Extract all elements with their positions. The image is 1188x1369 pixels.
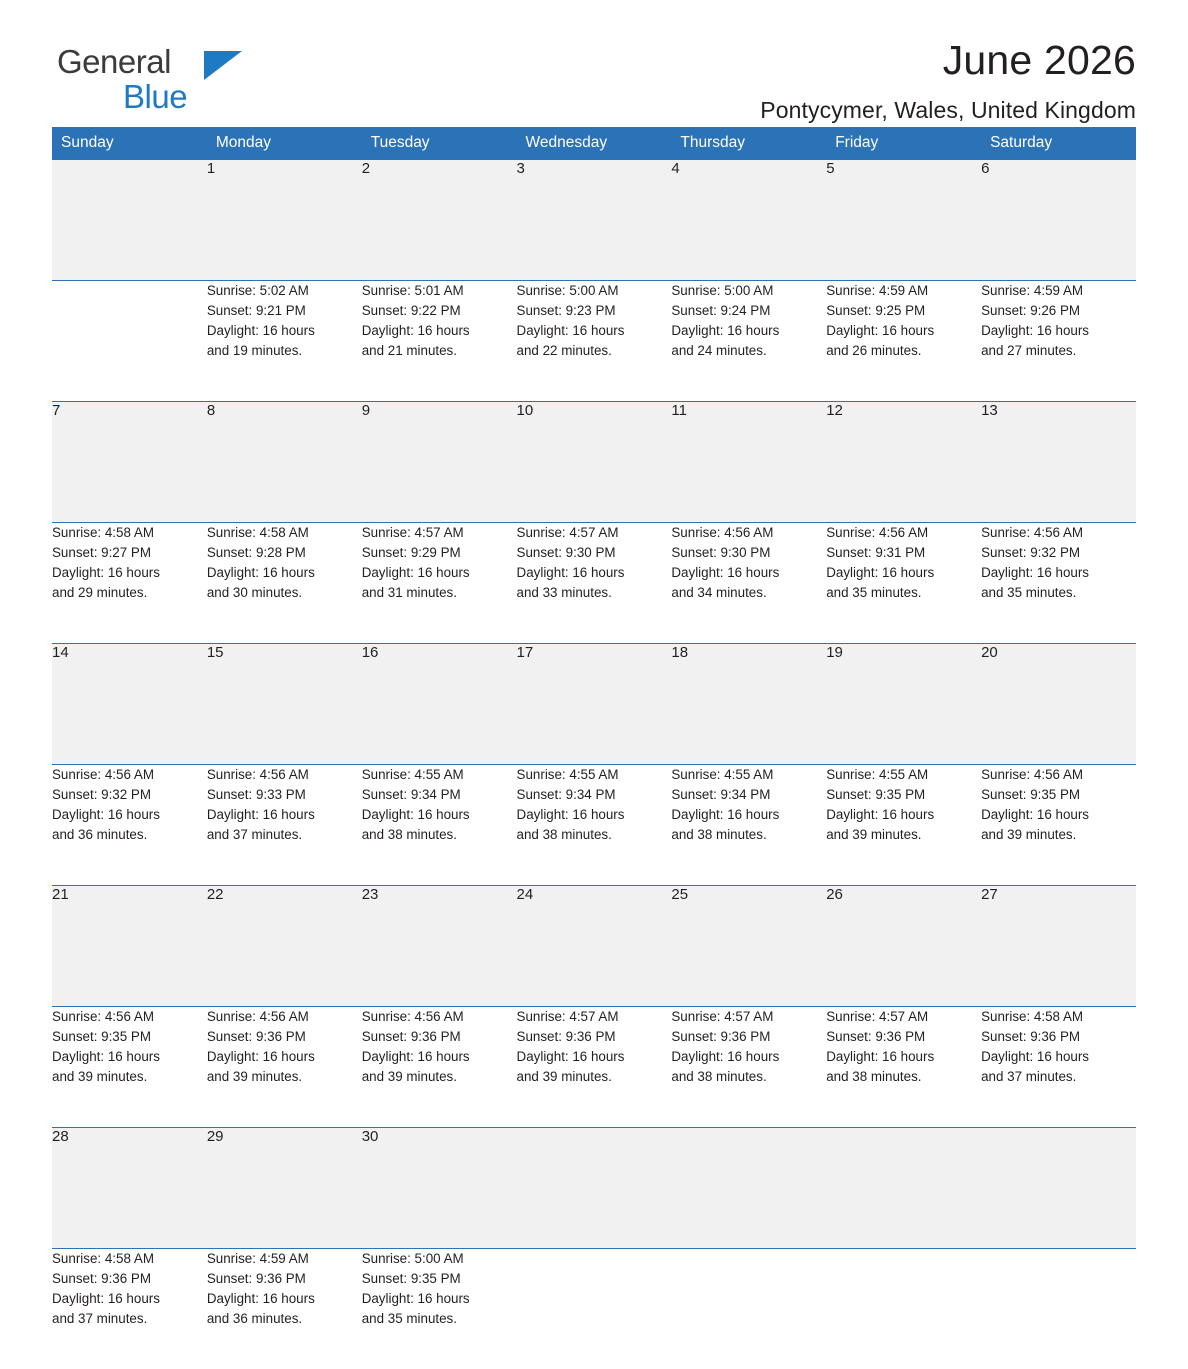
day-details — [362, 1249, 517, 1369]
day-details — [981, 765, 1136, 886]
day-detail-line: Sunrise: 4:56 AM — [207, 765, 362, 785]
day-detail-line: Sunset: 9:36 PM — [207, 1027, 362, 1047]
day-number[interactable]: 25 — [671, 886, 826, 1007]
day-details — [671, 281, 826, 402]
title-block — [760, 38, 1136, 124]
day-detail-line: Sunset: 9:23 PM — [517, 301, 672, 321]
day-detail-line: Sunset: 9:35 PM — [826, 785, 981, 805]
week-detail-row — [52, 1007, 1136, 1128]
day-detail-line: and 39 minutes. — [52, 1067, 207, 1087]
day-number[interactable]: 2 — [362, 160, 517, 281]
day-detail-line: Daylight: 16 hours — [826, 805, 981, 825]
day-details — [52, 523, 207, 644]
day-details — [826, 523, 981, 644]
day-detail-line: Sunset: 9:31 PM — [826, 543, 981, 563]
day-detail-line: Daylight: 16 hours — [362, 1289, 517, 1309]
day-detail-line: Daylight: 16 hours — [517, 563, 672, 583]
day-detail-line: Daylight: 16 hours — [981, 563, 1136, 583]
week-daynumber-row — [52, 886, 1136, 1007]
day-detail-line: and 38 minutes. — [362, 825, 517, 845]
day-detail-line: Sunrise: 5:00 AM — [362, 1249, 517, 1269]
day-details — [671, 523, 826, 644]
day-detail-line: Sunrise: 5:00 AM — [517, 281, 672, 301]
day-details-empty — [52, 281, 207, 402]
day-detail-line: Sunrise: 4:55 AM — [671, 765, 826, 785]
day-details — [671, 765, 826, 886]
day-details — [362, 1007, 517, 1128]
day-detail-line: Sunrise: 4:59 AM — [826, 281, 981, 301]
calendar-table — [52, 127, 1136, 1369]
day-detail-line: and 36 minutes. — [52, 825, 207, 845]
day-number[interactable]: 15 — [207, 644, 362, 765]
logo-text-blue: Blue — [123, 80, 317, 113]
day-detail-line: and 39 minutes. — [981, 825, 1136, 845]
day-number[interactable]: 27 — [981, 886, 1136, 1007]
day-detail-line: Sunrise: 5:01 AM — [362, 281, 517, 301]
day-detail-line: and 29 minutes. — [52, 583, 207, 603]
day-number[interactable]: 21 — [52, 886, 207, 1007]
day-detail-line: Sunset: 9:34 PM — [362, 785, 517, 805]
day-details — [207, 281, 362, 402]
day-details — [517, 523, 672, 644]
day-detail-line: Sunset: 9:30 PM — [517, 543, 672, 563]
day-detail-line: and 27 minutes. — [981, 341, 1136, 361]
day-detail-line: Sunset: 9:27 PM — [52, 543, 207, 563]
day-detail-line: Daylight: 16 hours — [362, 321, 517, 341]
day-detail-line: Daylight: 16 hours — [981, 805, 1136, 825]
day-detail-line: Sunrise: 4:55 AM — [826, 765, 981, 785]
day-detail-line: and 21 minutes. — [362, 341, 517, 361]
day-detail-line: Daylight: 16 hours — [52, 563, 207, 583]
page-title: June 2026 — [760, 38, 1136, 83]
day-details — [517, 1007, 672, 1128]
day-number[interactable]: 26 — [826, 886, 981, 1007]
day-details — [52, 1007, 207, 1128]
weekday-header-tuesday: Tuesday — [362, 127, 517, 160]
day-number[interactable]: 20 — [981, 644, 1136, 765]
day-detail-line: and 37 minutes. — [981, 1067, 1136, 1087]
day-details-empty — [826, 1249, 981, 1369]
day-number[interactable]: 17 — [517, 644, 672, 765]
day-detail-line: Sunrise: 4:55 AM — [362, 765, 517, 785]
day-detail-line: Sunrise: 4:58 AM — [207, 523, 362, 543]
day-detail-line: and 39 minutes. — [826, 825, 981, 845]
day-detail-line: and 19 minutes. — [207, 341, 362, 361]
day-detail-line: Daylight: 16 hours — [207, 563, 362, 583]
day-detail-line: Sunrise: 4:56 AM — [981, 765, 1136, 785]
day-detail-line: Sunrise: 4:56 AM — [52, 1007, 207, 1027]
calendar-body — [52, 160, 1136, 1369]
day-detail-line: Sunrise: 4:58 AM — [981, 1007, 1136, 1027]
day-detail-line: Sunset: 9:28 PM — [207, 543, 362, 563]
week-detail-row — [52, 281, 1136, 402]
day-detail-line: Daylight: 16 hours — [362, 563, 517, 583]
day-detail-line: Sunrise: 4:56 AM — [207, 1007, 362, 1027]
day-detail-line: and 26 minutes. — [826, 341, 981, 361]
day-detail-line: and 37 minutes. — [52, 1309, 207, 1329]
day-detail-line: Sunset: 9:34 PM — [671, 785, 826, 805]
day-detail-line: Daylight: 16 hours — [671, 1047, 826, 1067]
day-details — [981, 523, 1136, 644]
logo-triangle-icon — [204, 51, 242, 80]
day-detail-line: and 35 minutes. — [362, 1309, 517, 1329]
day-number-empty — [52, 160, 207, 281]
day-detail-line: Sunset: 9:36 PM — [981, 1027, 1136, 1047]
day-detail-line: and 38 minutes. — [826, 1067, 981, 1087]
day-number[interactable]: 11 — [671, 402, 826, 523]
day-detail-line: Daylight: 16 hours — [826, 321, 981, 341]
day-number-empty — [517, 1128, 672, 1249]
week-daynumber-row — [52, 402, 1136, 523]
day-details — [981, 281, 1136, 402]
day-detail-line: Daylight: 16 hours — [207, 805, 362, 825]
day-details-empty — [671, 1249, 826, 1369]
day-detail-line: and 24 minutes. — [671, 341, 826, 361]
day-detail-line: Sunrise: 4:59 AM — [207, 1249, 362, 1269]
weekday-header-thursday: Thursday — [671, 127, 826, 160]
day-detail-line: Daylight: 16 hours — [981, 321, 1136, 341]
day-detail-line: Daylight: 16 hours — [207, 321, 362, 341]
day-number[interactable]: 13 — [981, 402, 1136, 523]
weekday-header-row — [52, 127, 1136, 160]
day-detail-line: Daylight: 16 hours — [671, 805, 826, 825]
day-detail-line: and 22 minutes. — [517, 341, 672, 361]
day-detail-line: and 31 minutes. — [362, 583, 517, 603]
day-detail-line: Sunset: 9:36 PM — [207, 1269, 362, 1289]
day-detail-line: Sunrise: 4:58 AM — [52, 1249, 207, 1269]
day-number[interactable]: 8 — [207, 402, 362, 523]
day-detail-line: and 36 minutes. — [207, 1309, 362, 1329]
day-number[interactable]: 18 — [671, 644, 826, 765]
day-detail-line: Daylight: 16 hours — [207, 1289, 362, 1309]
day-detail-line: and 39 minutes. — [207, 1067, 362, 1087]
day-details — [52, 765, 207, 886]
day-number[interactable]: 29 — [207, 1128, 362, 1249]
day-number[interactable]: 5 — [826, 160, 981, 281]
day-detail-line: and 38 minutes. — [671, 825, 826, 845]
day-number[interactable]: 30 — [362, 1128, 517, 1249]
day-detail-line: Sunset: 9:24 PM — [671, 301, 826, 321]
day-detail-line: and 38 minutes. — [671, 1067, 826, 1087]
weekday-header-saturday: Saturday — [981, 127, 1136, 160]
day-detail-line: Sunset: 9:36 PM — [517, 1027, 672, 1047]
day-number[interactable]: 7 — [52, 402, 207, 523]
day-detail-line: Sunset: 9:36 PM — [362, 1027, 517, 1047]
day-detail-line: Sunrise: 4:57 AM — [517, 1007, 672, 1027]
day-details — [362, 765, 517, 886]
day-detail-line: Sunrise: 4:57 AM — [671, 1007, 826, 1027]
day-detail-line: and 37 minutes. — [207, 825, 362, 845]
day-number[interactable]: 1 — [207, 160, 362, 281]
day-detail-line: Sunset: 9:36 PM — [671, 1027, 826, 1047]
day-detail-line: Daylight: 16 hours — [52, 805, 207, 825]
day-details — [207, 1249, 362, 1369]
week-daynumber-row — [52, 1128, 1136, 1249]
day-number[interactable]: 14 — [52, 644, 207, 765]
day-detail-line: Daylight: 16 hours — [362, 805, 517, 825]
day-details — [826, 1007, 981, 1128]
day-detail-line: Sunrise: 4:56 AM — [362, 1007, 517, 1027]
day-detail-line: Sunset: 9:32 PM — [981, 543, 1136, 563]
day-detail-line: Sunset: 9:35 PM — [52, 1027, 207, 1047]
day-detail-line: Daylight: 16 hours — [207, 1047, 362, 1067]
day-details — [671, 1007, 826, 1128]
day-detail-line: and 35 minutes. — [981, 583, 1136, 603]
day-detail-line: Sunrise: 4:56 AM — [981, 523, 1136, 543]
day-detail-line: Sunrise: 4:56 AM — [671, 523, 826, 543]
week-daynumber-row — [52, 160, 1136, 281]
day-details-empty — [517, 1249, 672, 1369]
day-detail-line: Sunrise: 4:57 AM — [362, 523, 517, 543]
day-number-empty — [981, 1128, 1136, 1249]
day-detail-line: Sunset: 9:36 PM — [826, 1027, 981, 1047]
day-number[interactable]: 9 — [362, 402, 517, 523]
day-detail-line: Sunrise: 4:56 AM — [826, 523, 981, 543]
day-detail-line: Sunrise: 5:00 AM — [671, 281, 826, 301]
day-detail-line: Sunset: 9:21 PM — [207, 301, 362, 321]
day-number[interactable]: 22 — [207, 886, 362, 1007]
day-detail-line: Daylight: 16 hours — [826, 563, 981, 583]
weekday-header-monday: Monday — [207, 127, 362, 160]
day-detail-line: Sunset: 9:34 PM — [517, 785, 672, 805]
logo-text-general: General — [57, 43, 171, 80]
day-details — [517, 765, 672, 886]
day-detail-line: Sunset: 9:35 PM — [362, 1269, 517, 1289]
day-detail-line: Sunrise: 5:02 AM — [207, 281, 362, 301]
day-detail-line: Sunset: 9:35 PM — [981, 785, 1136, 805]
day-detail-line: Sunset: 9:22 PM — [362, 301, 517, 321]
day-detail-line: and 38 minutes. — [517, 825, 672, 845]
day-detail-line: Daylight: 16 hours — [826, 1047, 981, 1067]
day-details — [52, 1249, 207, 1369]
day-detail-line: Daylight: 16 hours — [517, 321, 672, 341]
day-detail-line: and 39 minutes. — [362, 1067, 517, 1087]
day-detail-line: Daylight: 16 hours — [671, 563, 826, 583]
day-detail-line: Sunset: 9:25 PM — [826, 301, 981, 321]
day-detail-line: and 33 minutes. — [517, 583, 672, 603]
day-detail-line: Sunset: 9:30 PM — [671, 543, 826, 563]
generalblue-logo — [57, 45, 317, 113]
day-details — [207, 1007, 362, 1128]
day-number[interactable]: 23 — [362, 886, 517, 1007]
day-number[interactable]: 19 — [826, 644, 981, 765]
day-number[interactable]: 3 — [517, 160, 672, 281]
day-detail-line: and 34 minutes. — [671, 583, 826, 603]
weekday-header-friday: Friday — [826, 127, 981, 160]
week-detail-row — [52, 523, 1136, 644]
page-header — [52, 0, 1136, 116]
day-detail-line: Daylight: 16 hours — [517, 805, 672, 825]
day-number[interactable]: 6 — [981, 160, 1136, 281]
day-detail-line: and 39 minutes. — [517, 1067, 672, 1087]
day-number[interactable]: 24 — [517, 886, 672, 1007]
day-detail-line: Sunrise: 4:55 AM — [517, 765, 672, 785]
day-detail-line: Daylight: 16 hours — [52, 1289, 207, 1309]
day-details — [207, 765, 362, 886]
day-number[interactable]: 10 — [517, 402, 672, 523]
day-number-empty — [671, 1128, 826, 1249]
day-detail-line: Sunrise: 4:57 AM — [517, 523, 672, 543]
day-detail-line: Daylight: 16 hours — [671, 321, 826, 341]
day-detail-line: and 35 minutes. — [826, 583, 981, 603]
day-details — [362, 281, 517, 402]
day-details — [517, 281, 672, 402]
day-detail-line: Sunrise: 4:57 AM — [826, 1007, 981, 1027]
day-number[interactable]: 16 — [362, 644, 517, 765]
day-detail-line: Sunrise: 4:59 AM — [981, 281, 1136, 301]
day-detail-line: Daylight: 16 hours — [517, 1047, 672, 1067]
location-subtitle: Pontycymer, Wales, United Kingdom — [760, 97, 1136, 124]
day-detail-line: Daylight: 16 hours — [52, 1047, 207, 1067]
day-detail-line: Sunrise: 4:58 AM — [52, 523, 207, 543]
week-detail-row — [52, 765, 1136, 886]
day-detail-line: Sunset: 9:29 PM — [362, 543, 517, 563]
day-detail-line: and 30 minutes. — [207, 583, 362, 603]
day-detail-line: Daylight: 16 hours — [362, 1047, 517, 1067]
day-details — [207, 523, 362, 644]
day-details — [362, 523, 517, 644]
day-number-empty — [826, 1128, 981, 1249]
day-detail-line: Sunset: 9:32 PM — [52, 785, 207, 805]
day-detail-line: Sunset: 9:36 PM — [52, 1269, 207, 1289]
day-details — [826, 281, 981, 402]
day-number[interactable]: 12 — [826, 402, 981, 523]
week-detail-row — [52, 1249, 1136, 1369]
day-detail-line: Sunset: 9:26 PM — [981, 301, 1136, 321]
day-detail-line: Sunrise: 4:56 AM — [52, 765, 207, 785]
day-detail-line: Sunset: 9:33 PM — [207, 785, 362, 805]
week-daynumber-row — [52, 644, 1136, 765]
day-details-empty — [981, 1249, 1136, 1369]
day-detail-line: Daylight: 16 hours — [981, 1047, 1136, 1067]
day-details — [981, 1007, 1136, 1128]
day-number[interactable]: 28 — [52, 1128, 207, 1249]
day-details — [826, 765, 981, 886]
weekday-header-wednesday: Wednesday — [517, 127, 672, 160]
weekday-header-sunday: Sunday — [52, 127, 207, 160]
day-number[interactable]: 4 — [671, 160, 826, 281]
